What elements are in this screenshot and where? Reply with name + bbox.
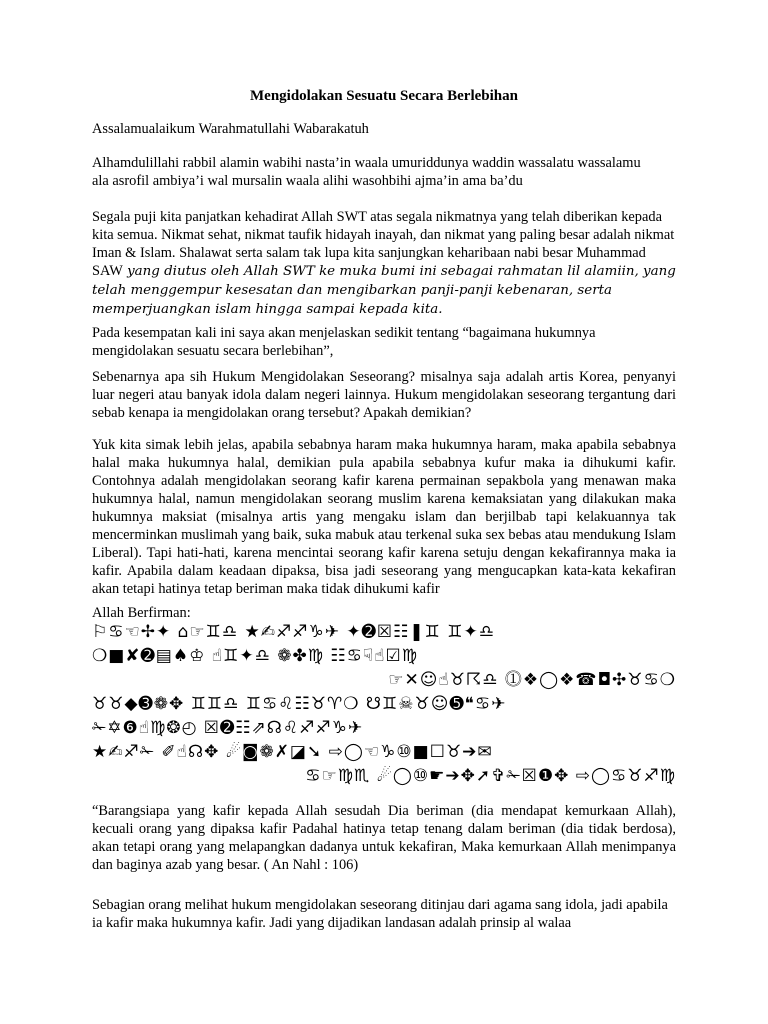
document-title: Mengidolakan Sesuatu Secara Berlebihan <box>250 88 518 104</box>
greeting: Assalamualaikum Warahmatullahi Wabarakatuh <box>92 121 369 137</box>
verse-line: ⚐♋☜✢✦ ⌂☞♊♎ ★✍♐♐♑✈ ✦➋☒☷❚♊ ♊✦♎ <box>92 622 495 642</box>
verse-line: ✁✡❻☝♍❂◴ ☒➋☷⇗☊♌♐♐♑✈ <box>92 718 364 738</box>
verse-translation: “Barangsiapa yang kafir kepada Allah sesudah Dia beriman (dia mendapat kemurkaan Allah), kecuali orang yang dipaksa kafir Padahal hatinya tetap tenang dalam beriman (dia tidak berdosa), akan tetapi orang yang melapangkan dadanya untuk kekafiran, Maka kemurkaan Allah menimpanya dan baginya azab yang besar. ( An Nahl : 106) <box>92 803 676 873</box>
allah-berfirman-label: Allah Berfirman: <box>92 605 191 621</box>
verse-line: ☞✕☺☝♉☈♎ ⓵❖◯❖☎◘✣♉♋❍ <box>388 670 676 690</box>
paragraph-praise <box>92 208 680 319</box>
verse-line: ♉♉◆➌❁✥ ♊♊♎ ♊♋♌☷♉♈❍ ☋♊☠♉☺➎❝♋✈ <box>92 694 507 714</box>
praise-plain-text: Segala puji kita panjatkan kehadirat Allah SWT atas segala nikmatnya yang telah diberikan kepada kita semua. Nikmat sehat, nikmat taufik hidayah inayah, dan nikmat yang paling besar adalah nikmat Iman & Islam. Shalawat serta salam tak lupa kita sanjungkan keharibaan nabi besar Muhammad SAW <box>92 209 675 279</box>
paragraph-closing: Sebagian orang melihat hukum mengidolakan seseorang ditinjau dari agama sang idola, jadi apabila ia kafir maka hukumnya kafir. Jadi yang dijadikan landasan adalah prinsip al walaa <box>92 897 668 931</box>
verse-line: ❍■✘➋▤♠♔ ☝♊✦♎ ❁✤♍ ☷♋☟☝☑♍ <box>92 646 419 666</box>
quran-verse-symbol-font <box>92 620 676 788</box>
praise-script-text: yang diutus oleh Allah SWT ke muka bumi ini sebagai rahmatan lil alamiin, yang telah menggempur kesesatan dan mengibarkan panji-panji kebenaran, serta memperjuangkan islam hingga sampai kepada kita. <box>92 264 676 317</box>
paragraph-intro: Pada kesempatan kali ini saya akan menjelaskan sedikit tentang “bagaimana hukumnya mengidolakan sesuatu secara berlebihan”, <box>92 325 596 359</box>
verse-line: ♋☞♍♏ ☄◯⑩☛➔✥➚✞✁☒❶✥ ⇨◯♋♉♐♍ <box>305 766 676 786</box>
paragraph-explanation: Yuk kita simak lebih jelas, apabila sebabnya haram maka hukumnya haram, maka apabila sebabnya halal maka hukumnya halal, demikian pula apabila sebabnya kufur maka ia dihukumi kafir. Contohnya adalah mengidolakan seorang kafir karena permainan sepakbola yang menawan maka hukumnya halal, namun mengidolakan seorang muslim karena kemaksiatan yang dilakukan maka hukumnya maksiat (misalnya artis yang mengaku islam dan berjilbab tapi kelakuannya tak mencerminkan muslimah yang baik, suka mabuk atau terkenal suka sex bebas atau mendukung Islam Liberal). Tapi hati-hati, karena mencintai seorang kafir karena setuju dengan kekafirannya maka ia kafir. Apabila dalam keadaan dipaksa, bisa jadi seseorang yang mengucapkan kata-kata kekafiran akan tetapi hatinya tetap beriman maka tidak dihukumi kafir <box>92 437 676 597</box>
verse-line: ★✍♐✁ ✐☝☊✥ ☄◙❁✗◪➘ ⇨◯☜♑⑩■☐♉➔✉ <box>92 742 493 762</box>
opening-paragraph: Alhamdulillahi rabbil alamin wabihi nasta’in waala umuriddunya waddin wassalatu wassalamu ala asrofil ambiya’i wal mursalin waala alihi wasohbihi ajma’in ama ba’du <box>92 155 641 189</box>
paragraph-question: Sebenarnya apa sih Hukum Mengidolakan Seseorang? misalnya saja adalah artis Korea, penyanyi luar negeri atau banyak idola dalam negeri lainnya. Hukum mengidolakan seseorang tergantung dari sebab kenapa ia mengidolakan orang tersebut? Apakah demikian? <box>92 369 676 421</box>
